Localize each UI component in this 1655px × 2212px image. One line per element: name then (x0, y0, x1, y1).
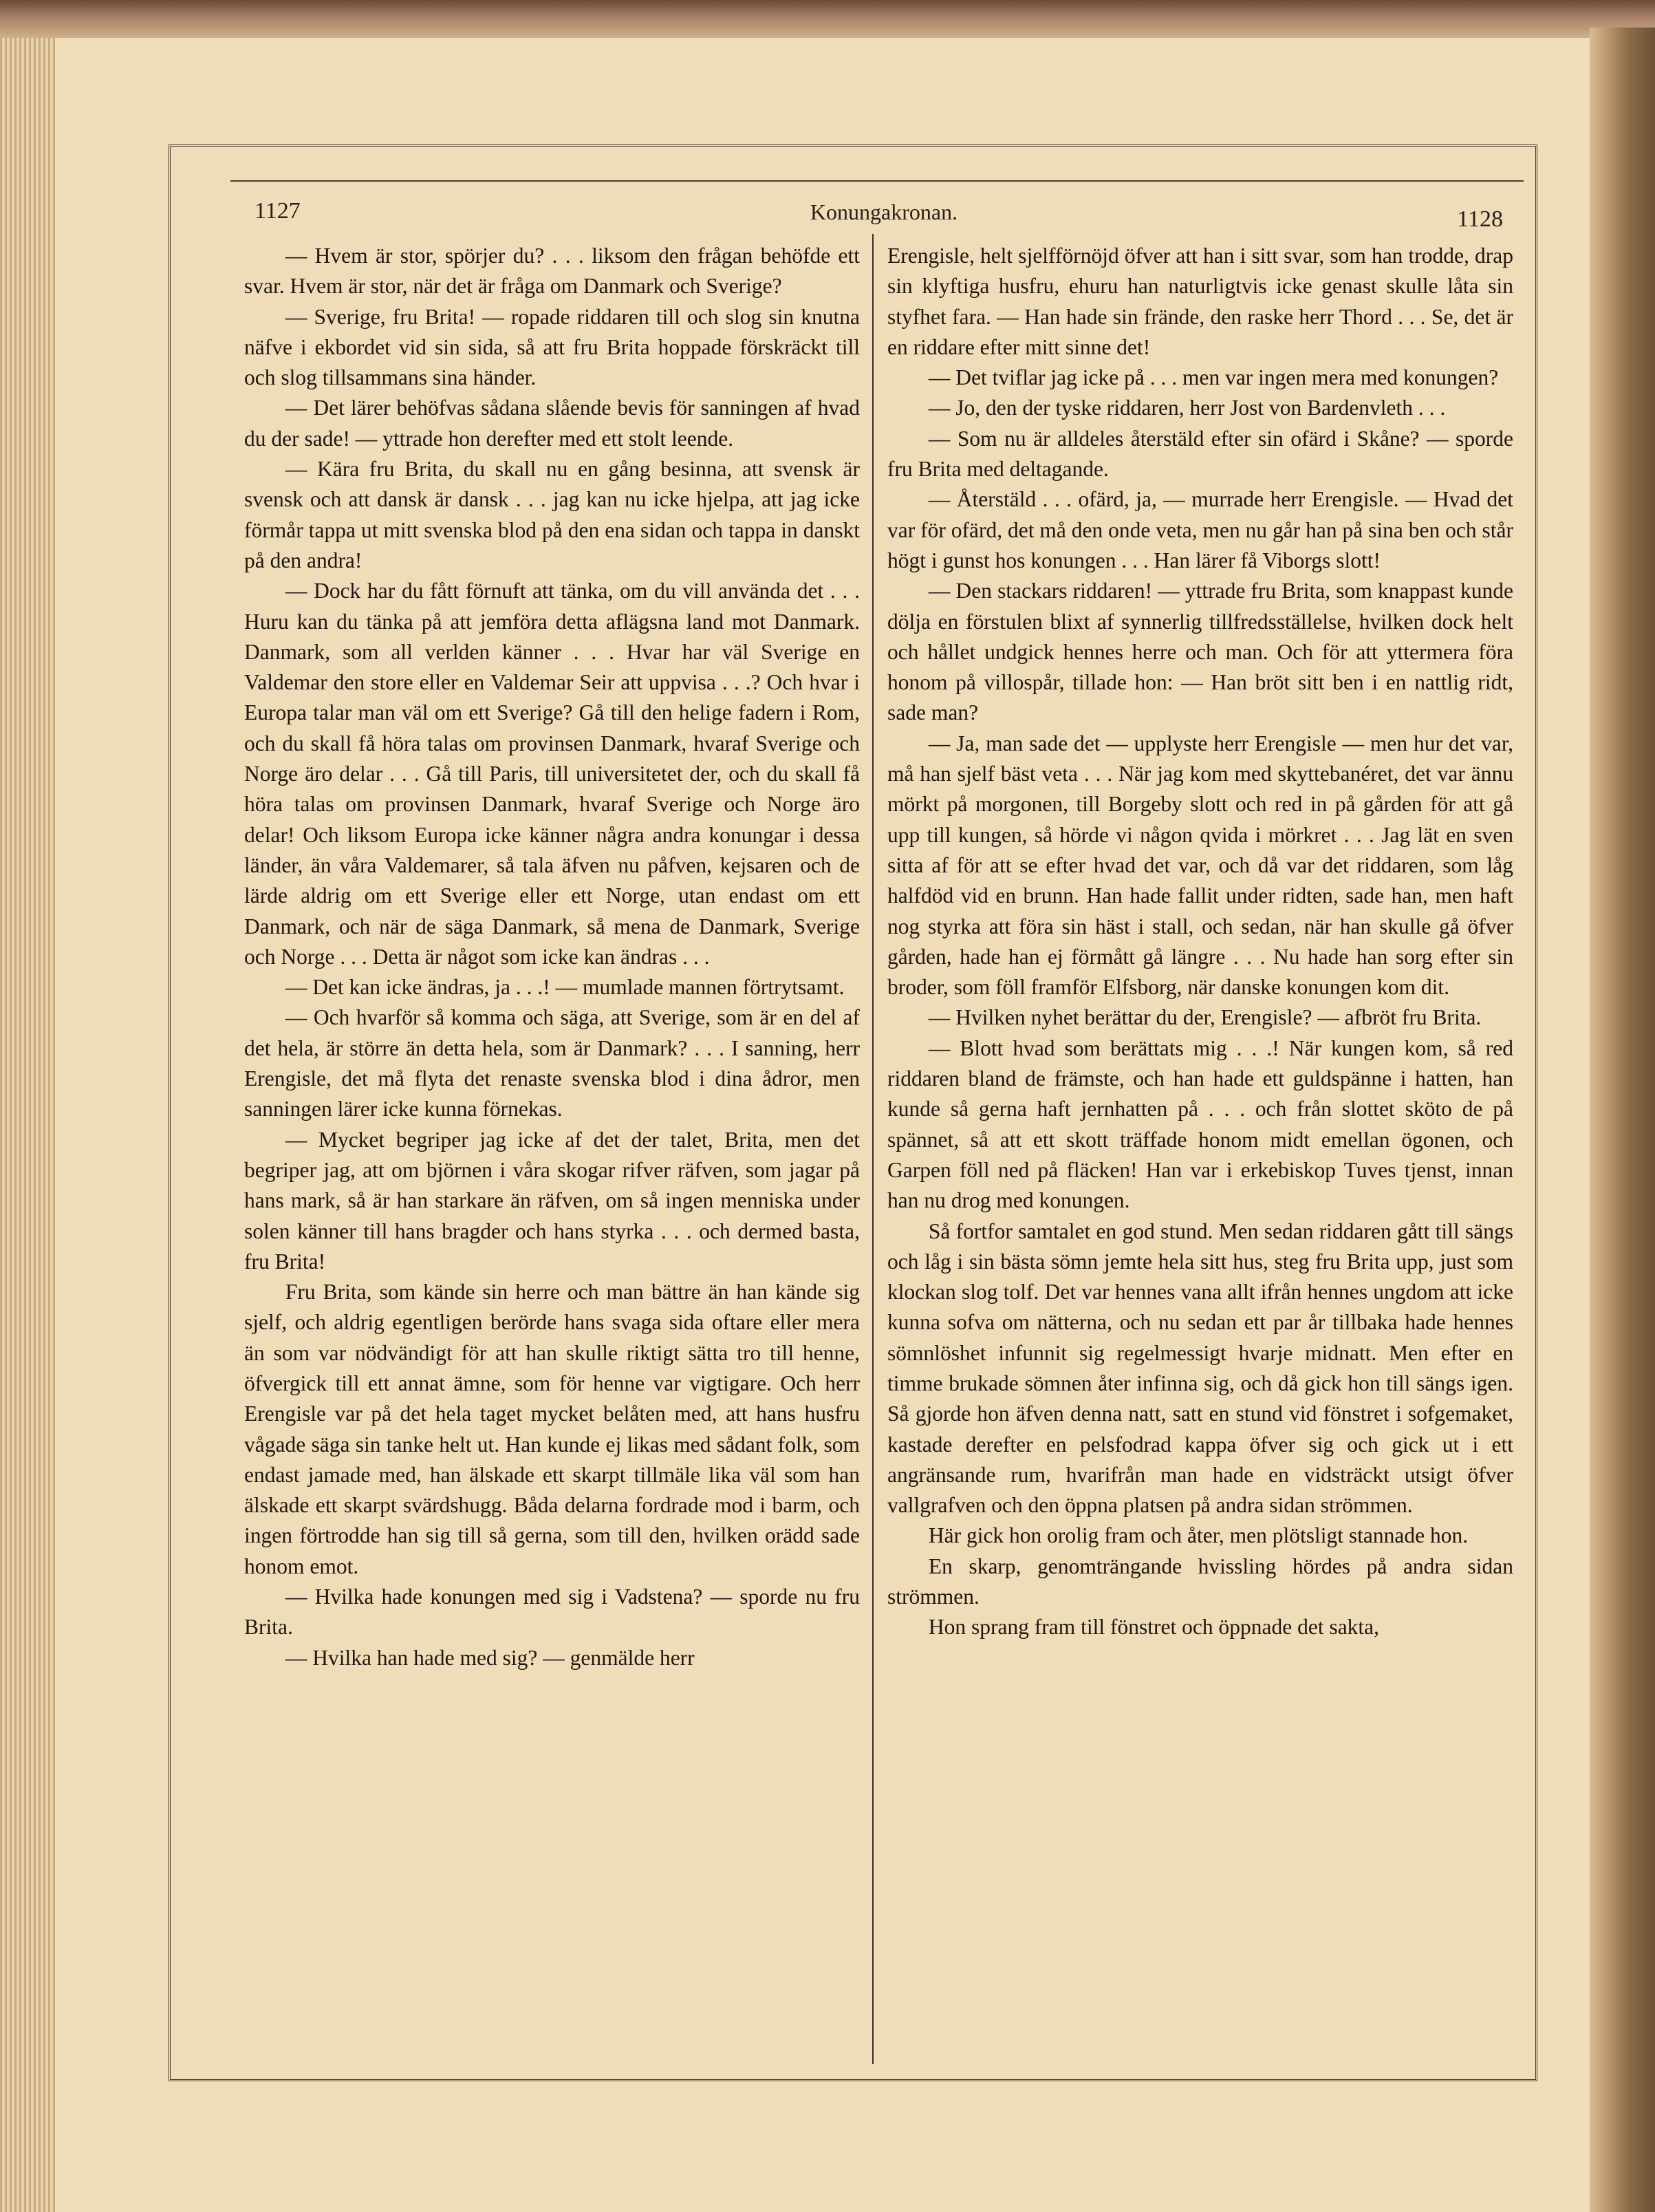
paragraph: — Den stackars riddaren! — yttrade fru Brita, som knappast kunde dölja en förstulen blixt af synnerlig tillfredsställelse, hvilken dock helt och hållet undgick hennes herre och man. Och för att yttermera föra honom på villospår, tillade hon: — Han bröt sitt ben i en nattlig ridt, sade man? (887, 579, 1513, 725)
header-rule (230, 180, 1524, 182)
paragraph: — Ja, man sade det — upplyste herr Erengisle — men hur det var, må han sjelf bäst veta . . . När jag kom med skyttebanéret, det var ännu mörkt på morgonen, till Borgeby slott och red in på gården för att gå upp till kungen, så hörde vi någon qvida i mörkret . . . Jag lät en sven sitta af för att se efter hvad det var, och då var det riddaren, som låg halfdöd vid en brunn. Han hade fallit under ridten, sade han, men haft nog styrka att föra sin häst i stall, och sedan, när han skulle gå öfver gården, hade han ej förmått gå längre . . . Nu hade han sorg efter sin broder, som föll framför Elfsborg, när danske konungen kom dit. (887, 731, 1513, 1000)
paragraph: Hon sprang fram till fönstret och öppnade det sakta, (928, 1615, 1380, 1640)
paragraph: — Och hvarför så komma och säga, att Sverige, som är en del af det hela, är större än detta hela, som är Danmark? . . . I sanning, herr Erengisle, det må flyta det renaste svenska blod i dina ådror, men sanningen lärer icke kunna förnekas. (244, 1005, 860, 1121)
paragraph: — Som nu är alldeles återstäld efter sin ofärd i Skåne? — sporde fru Brita med deltagande. (887, 426, 1513, 482)
page-number-left: 1127 (255, 198, 301, 224)
column-divider (872, 234, 874, 2064)
paragraph: — Hvilka hade konungen med sig i Vadstena? — sporde nu fru Brita. (244, 1585, 860, 1640)
page-number-right: 1128 (1457, 206, 1503, 232)
paragraph: — Sverige, fru Brita! — ropade riddaren till och slog sin knutna näfve i ekbordet vid sin sida, så att fru Brita hoppade förskräckt till och slog tillsammans sina händer. (244, 304, 860, 390)
running-title: Konungakronan. (810, 200, 958, 224)
paragraph: — Det kan icke ändras, ja . . .! — mumlade mannen förtrytsamt. (285, 975, 845, 1000)
paragraph: — Hvilken nyhet berättar du der, Erengisle? — afbröt fru Brita. (928, 1005, 1482, 1030)
paragraph: — Det tviflar jag icke på . . . men var ingen mera med konungen? (928, 365, 1499, 390)
paragraph: — Hvilka han hade med sig? — genmälde herr (285, 1645, 695, 1670)
book-spine-edge (1590, 28, 1655, 2212)
left-column (244, 241, 860, 2071)
paragraph: — Mycket begriper jag icke af det der talet, Brita, men det begriper jag, att om björnen i våra skogar rifver räfven, som jagar på hans mark, så är han starkare än räfven, om så ingen menniska under solen känner till hans bragder och hans styrka . . . och dermed basta, fru Brita! (244, 1127, 860, 1274)
paragraph: — Återstäld . . . ofärd, ja, — murrade herr Erengisle. — Hvad det var för ofärd, det må den onde veta, men nu går han på sina ben och står högt i gunst hos konungen . . . Han lärer få Viborgs slott! (887, 487, 1513, 572)
paragraph: — Kära fru Brita, du skall nu en gång besinna, att svensk är svensk och att dansk är dansk . . . jag kan nu icke hjelpa, att jag icke förmår tappa ut mitt svenska blod på den ena sidan och tappa in danskt på den andra! (244, 457, 860, 572)
paragraph: En skarp, genomträngande hvissling hördes på andra sidan strömmen. (887, 1554, 1513, 1609)
paragraph: Fru Brita, som kände sin herre och man bättre än han kände sig sjelf, och aldrig egentligen berörde hans svaga sida oftare eller mera än som var nödvändigt för att han skulle riktigt sätta tro till henne, öfvergick till ett annat ämne, som för henne var vigtigare. Och herr Erengisle var på det hela taget mycket belåten med, att hans husfru vågade säga sin tanke helt ut. Han kunde ej likas med sådant folk, som endast jamade med, han älskade ett skarpt tillmäle lika väl som han älskade ett skarpt svärdshugg. Båda delarna fordrade mod i barm, och ingen förtrodde han sig till så gerna, som till den, hvilken orädd sade honom emot. (244, 1280, 860, 1578)
paragraph: — Jo, den der tyske riddaren, herr Jost von Bardenvleth . . . (928, 396, 1446, 420)
paragraph: — Dock har du fått förnuft att tänka, om du vill använda det . . . Huru kan du tänka på att jemföra detta aflägsna land mot Danmark. Danmark, som all verlden känner . . . Hvar har väl Sverige en Valdemar den store eller en Valdemar Seir att uppvisa . . .? Och hvar i Europa talar man väl om ett Sverige? Gå till den helige fadern i Rom, och du skall få höra talas om provinsen Danmark, hvaraf Sverige och Norge äro delar . . . Gå till Paris, till universitetet der, och du skall få höra talas om provinsen Danmark, hvaraf Sverige och Norge äro delar! Och liksom Europa icke känner några andra konungar i dessa länder, än våra Valdemarer, så tala äfven nu påfven, kejsaren och de lärde aldrig om ett Sverige eller ett Norge, utan endast om ett Danmark, och när de säga Danmark, så mena de Danmark, Sverige och Norge . . . Detta är något som icke kan ändras . . . (244, 579, 860, 969)
page-stack-edge (0, 38, 55, 2212)
page-header (248, 198, 1520, 233)
paragraph: — Blott hvad som berättats mig . . .! När kungen kom, så red riddaren bland de främste, och han hade ett guldspänne i hatten, han kunde så gerna haft jernhatten på . . . och från slottet sköto de på spännet, så att ett skott träffade honom midt emellan ögonen, och Garpen föll ned på fläcken! Han var i erkebiskop Tuves tjenst, innan han nu drog med konungen. (887, 1035, 1513, 1213)
paragraph: — Hvem är stor, spörjer du? . . . liksom den frågan behöfde ett svar. Hvem är stor, när det är fråga om Danmark och Sverige? (244, 244, 860, 299)
paragraph: Erengisle, helt sjelfförnöjd öfver att han i sitt svar, som han trodde, drap sin klyftiga husfru, ehuru han naturligtvis icke genast skulle låta sin styfhet fara. — Han hade sin frände, den raske herr Thord . . . Se, det är en riddare efter mitt sinne det! (887, 244, 1513, 359)
right-column (887, 241, 1513, 2071)
paragraph: Så fortfor samtalet en god stund. Men sedan riddaren gått till sängs och låg i sin bästa sömn jemte hela sitt hus, steg fru Brita upp, just som klockan slog tolf. Det var hennes vana allt ifrån hennes ungdom att icke kunna sofva om nätterna, och nu sedan ett par år tillbaka hade hennes sömnlöshet infunnit sig regelmessigt hvarje midnatt. Men efter en timme brukade sömnen åter infinna sig, och då gick hon till sängs igen. Så gjorde hon äfven denna natt, satt en stund vid fönstret i sofgemaket, kastade derefter en pelsfodrad kappa öfver sig och gick ut i ett angränsande rum, hvarifrån man hade en vidsträckt utsigt öfver vallgrafven och den öppna platsen på andra sidan strömmen. (887, 1218, 1513, 1518)
paragraph: — Det lärer behöfvas sådana slående bevis för sanningen af hvad du der sade! — yttrade hon derefter med ett stolt leende. (244, 396, 860, 451)
book-top-edge (0, 0, 1655, 38)
paragraph: Här gick hon orolig fram och åter, men plötsligt stannade hon. (928, 1523, 1469, 1548)
